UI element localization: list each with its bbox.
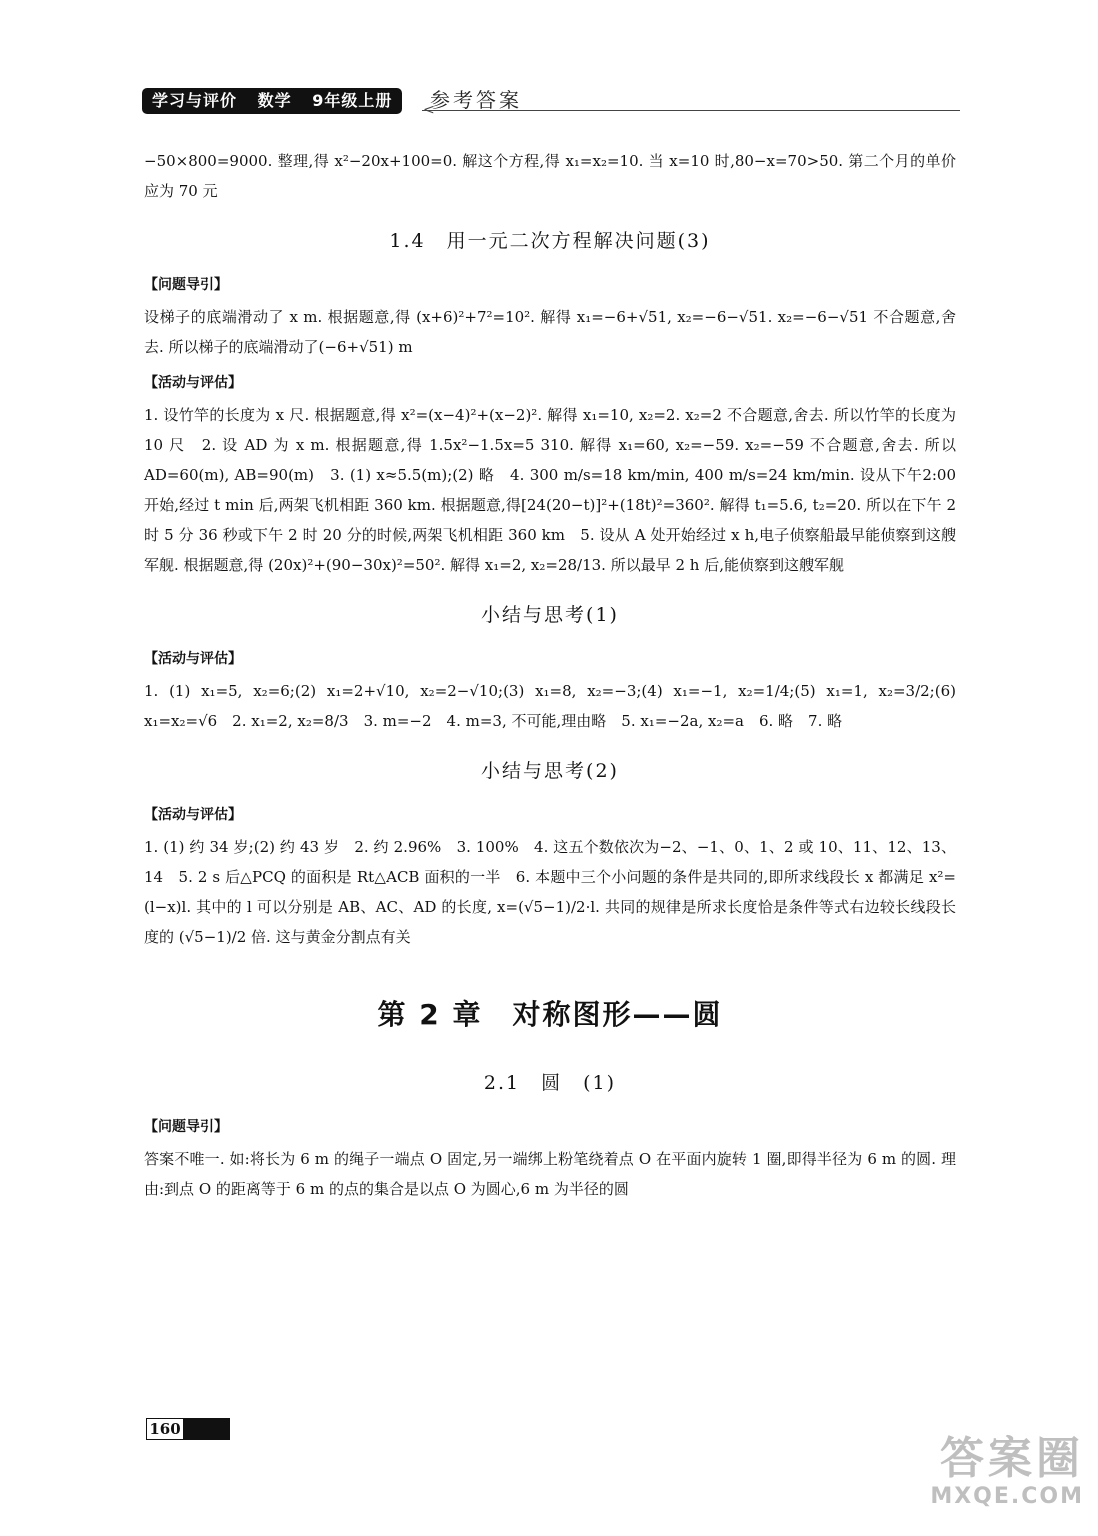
header-book-label [142,88,402,114]
activity-paragraph-1-4: 1. 设竹竿的长度为 x 尺. 根据题意,得 x²=(x−4)²+(x−2)². 解得 x₁=10, x₂=2. x₂=2 不合题意,舍去. 所以竹竿的长度为 10 尺 2. 设 AD 为 x m. 根据题意,得 1.5x²−1.5x=5 310. 解得 x₁=60, x₂=−59. x₂=−59 不合题意,舍去. 所以 AD=60(m), AB=90(m) 3. (1) x≈5.5(m);(2) 略 4. 300 m/s=18 km/min, 400 m/s=24 km/min. 设从下午2:00 开始,经过 t min 后,两架飞机相距 360 km. 根据题意,得[24(20−t)]²+(18t)²=360². 解得 t₁=5.6, t₂=20. 所以在下午 2 时 5 分 36 秒或下午 2 时 20 分的时候,两架飞机相距 360 km 5. 设从 A 处开始经过 x h,电子侦察船最早能侦察到这艘军舰. 根据题意,得 (20x)²+(90−30x)²=50². 解得 x₁=2, x₂=28/13. 所以最早 2 h 后,能侦察到这艘军舰 [144,406,956,574]
guide-paragraph-1-4: 设梯子的底端滑动了 x m. 根据题意,得 (x+6)²+7²=10². 解得 x₁=−6+√51, x₂=−6−√51. x₂=−6−√51 不合题意,舍去. 所以梯子的底端滑动了(−6+√51) m [144,308,956,356]
watermark [898,1434,1084,1524]
header-subject: 数学 [257,91,292,110]
tag-activity-eval-summary-1: 【活动与评估】 [144,651,242,667]
chapter-title: 第 2 章 对称图形——圆 [377,998,723,1031]
page-content [144,146,956,1204]
section-title-summary-1: 小结与思考(1) [481,604,619,626]
watermark-logo: 答案圈 [940,1433,1084,1484]
page-header [142,84,960,116]
activity-paragraph-summary-1: 1. (1) x₁=5, x₂=6;(2) x₁=2+√10, x₂=2−√10;(3) x₁=8, x₂=−3;(4) x₁=−1, x₂=1/4;(5) x₁=1, x₂=3/2;(6) x₁=x₂=√6 2. x₁=2, x₂=8/3 3. m=−2 4. m=3, 不可能,理由略 5. x₁=−2a, x₂=a 6. 略 7. 略 [144,682,956,730]
header-arrow-icon: < [423,102,435,118]
watermark-url: MXQE.COM [930,1484,1084,1509]
header-grade: 9年级上册 [312,91,393,110]
page-number-block [146,1418,230,1440]
page-number: 160 [146,1418,184,1440]
guide-paragraph-2-1: 答案不唯一. 如:将长为 6 m 的绳子一端点 O 固定,另一端绑上粉笔绕着点 O 在平面内旋转 1 圈,即得半径为 6 m 的圆. 理由:到点 O 的距离等于 6 m 的点的集合是以点 O 为圆心,6 m 为半径的圆 [144,1150,956,1198]
section-title-summary-2: 小结与思考(2) [481,760,619,782]
tag-question-guide: 【问题导引】 [144,277,228,293]
tag-activity-eval-summary-2: 【活动与评估】 [144,807,242,823]
activity-paragraph-summary-2: 1. (1) 约 34 岁;(2) 约 43 岁 2. 约 2.96% 3. 100% 4. 这五个数依次为−2、−1、0、1、2 或 10、11、12、13、14 5. 2 s 后△PCQ 的面积是 Rt△ACB 面积的一半 6. 本题中三个小问题的条件是共同的,即所求线段长 x 都满足 x²=(l−x)l. 其中的 l 可以分别是 AB、AC、AD 的长度, x=(√5−1)/2·l. 共同的规律是所求长度恰是条件等式右边较长线段长度的 (√5−1)/2 倍. 这与黄金分割点有关 [144,838,956,946]
tag-question-guide-2-1: 【问题导引】 [144,1119,228,1135]
header-series: 学习与评价 [152,91,238,110]
section-title-1-4: 1.4 用一元二次方程解决问题(3) [389,230,711,252]
header-answer-tag: 参考答案 [430,88,522,112]
intro-paragraph: −50×800=9000. 整理,得 x²−20x+100=0. 解这个方程,得 x₁=x₂=10. 当 x=10 时,80−x=70>50. 第二个月的单价应为 70 元 [144,152,956,200]
section-title-2-1: 2.1 圆 (1) [483,1072,617,1094]
tag-activity-eval: 【活动与评估】 [144,375,242,391]
